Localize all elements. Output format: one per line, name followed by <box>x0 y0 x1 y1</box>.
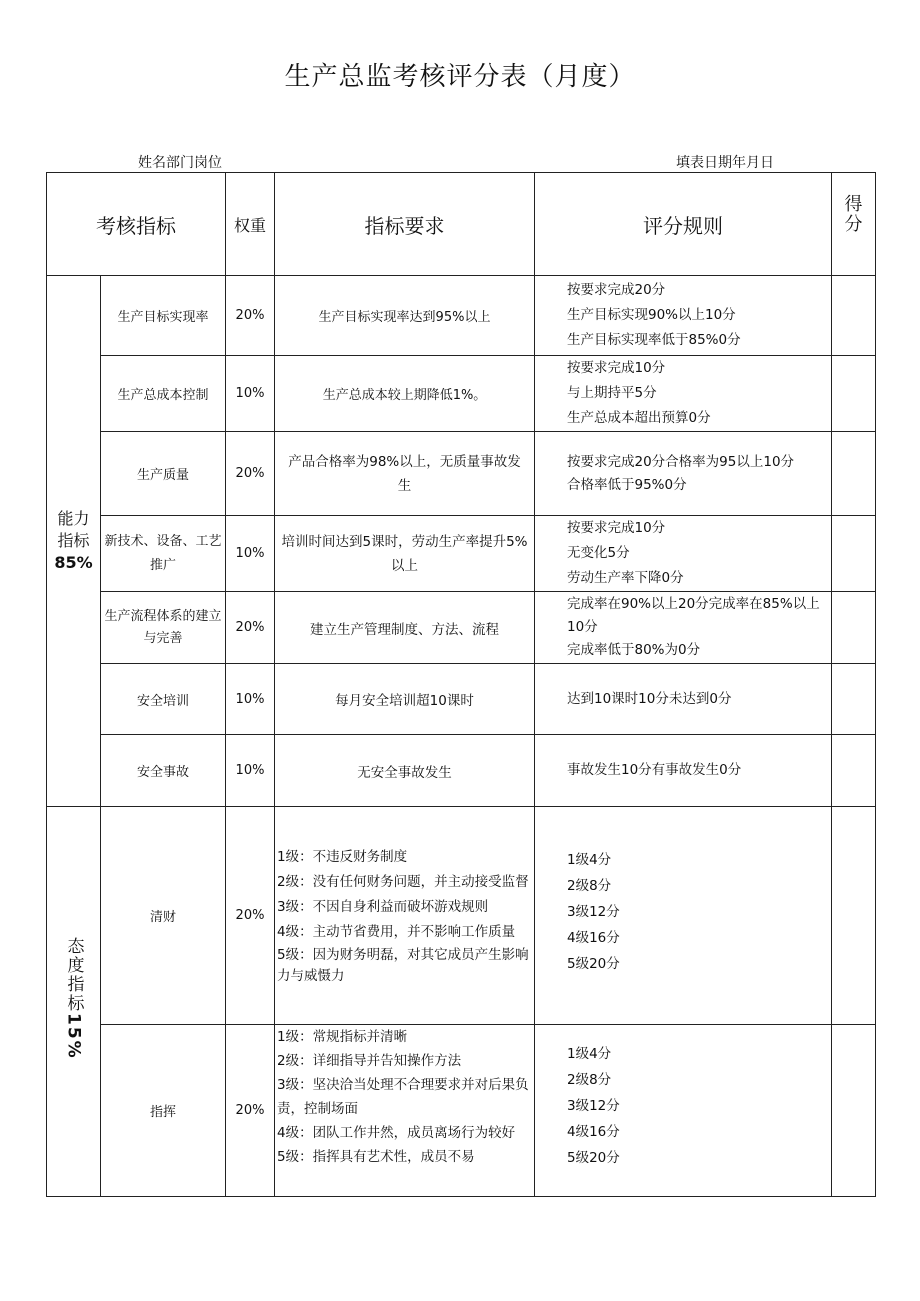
assessment-table <box>46 172 876 1197</box>
name-dept-position-label: 姓名部门岗位 <box>138 155 222 171</box>
row-rules <box>535 1025 832 1197</box>
rule-line: 4级16分 <box>567 930 620 946</box>
row-name: 生产质量 <box>101 432 226 516</box>
row-rules <box>535 432 832 516</box>
row-requirement <box>275 1025 535 1197</box>
req-line: 2级：没有任何财务问题，并主动接受监督 <box>277 873 529 890</box>
table-row <box>47 276 876 356</box>
header-score <box>832 173 876 276</box>
score-cell[interactable] <box>832 356 876 432</box>
category-attitude-name: 态度指标 <box>63 937 84 1014</box>
table-header-row <box>47 173 876 276</box>
req-line: 3级：不因自身利益而破坏游戏规则 <box>277 898 489 915</box>
req-line: 4级：主动节省费用，并不影响工作质量 <box>277 923 516 940</box>
table-row <box>47 735 876 807</box>
score-cell[interactable] <box>832 276 876 356</box>
row-name-text: 新技术、设备、工艺推广 <box>104 533 222 573</box>
rule-line: 与上期持平5分 <box>567 385 657 401</box>
row-name: 安全事故 <box>101 735 226 807</box>
row-weight: 20% <box>226 276 275 356</box>
row-weight: 10% <box>226 516 275 592</box>
rule-line: 生产总成本超出预算0分 <box>567 410 711 426</box>
category-attitude <box>47 807 101 1197</box>
rule-line: 4级16分 <box>567 1124 620 1140</box>
row-name: 生产目标实现率 <box>101 276 226 356</box>
row-rules <box>535 664 832 735</box>
table-row <box>47 516 876 592</box>
row-name <box>101 592 226 664</box>
table-row <box>47 807 876 1025</box>
category-ability-pct: 85% <box>54 553 93 572</box>
table-row <box>47 1025 876 1197</box>
score-cell[interactable] <box>832 516 876 592</box>
rule-line: 生产目标实现率低于85%0分 <box>567 332 741 348</box>
table-row <box>47 432 876 516</box>
row-requirement <box>275 807 535 1025</box>
fill-date-label: 填表日期年月日 <box>676 155 774 171</box>
req-line: 5级：指挥具有艺术性，成员不易 <box>277 1149 475 1165</box>
row-name-text: 生产流程体系的建立与完善 <box>104 608 222 646</box>
rule-line: 事故发生10分有事故发生0分 <box>567 762 742 778</box>
rule-line: 劳动生产率下降0分 <box>567 570 684 586</box>
row-weight: 20% <box>226 432 275 516</box>
header-score-text: 得分 <box>844 194 863 235</box>
row-requirement: 建立生产管理制度、方法、流程 <box>275 592 535 664</box>
row-rules <box>535 592 832 664</box>
row-rules <box>535 276 832 356</box>
rule-line: 按要求完成20分合格率为95以上10分 <box>567 453 795 470</box>
rule-line: 合格率低于95%0分 <box>567 476 687 493</box>
row-rules <box>535 735 832 807</box>
req-line: 1级：常规指标并清晰 <box>277 1029 408 1045</box>
req-line: 1级：不违反财务制度 <box>277 848 408 865</box>
rule-line: 5级20分 <box>567 1150 620 1166</box>
rule-line: 1级4分 <box>567 852 612 868</box>
page-title: 生产总监考核评分表（月度） <box>284 62 636 92</box>
header-indicator: 考核指标 <box>47 173 226 276</box>
category-attitude-label <box>63 937 85 1060</box>
rule-line: 1级4分 <box>567 1046 612 1062</box>
row-rules <box>535 516 832 592</box>
header-requirement: 指标要求 <box>275 173 535 276</box>
rule-line: 2级8分 <box>567 1072 612 1088</box>
table-row <box>47 592 876 664</box>
row-rules <box>535 807 832 1025</box>
req-line: 4级：团队工作井然，成员离场行为较好 <box>277 1125 516 1141</box>
row-name: 指挥 <box>101 1025 226 1197</box>
row-requirement-text: 培训时间达到5课时，劳动生产率提升5%以上 <box>281 533 528 574</box>
row-requirement: 生产目标实现率达到95%以上 <box>275 276 535 356</box>
score-cell[interactable] <box>832 592 876 664</box>
row-requirement: 每月安全培训超10课时 <box>275 664 535 735</box>
row-name: 清财 <box>101 807 226 1025</box>
rule-line: 完成率在90%以上20分完成率在85%以上10分 <box>567 596 820 635</box>
score-cell[interactable] <box>832 807 876 1025</box>
rule-line: 生产目标实现90%以上10分 <box>567 307 736 323</box>
req-line: 3级：坚决洽当处理不合理要求并对后果负责，控制场面 <box>277 1077 529 1117</box>
rule-line: 按要求完成20分 <box>567 282 666 298</box>
row-name: 安全培训 <box>101 664 226 735</box>
row-weight: 10% <box>226 356 275 432</box>
score-cell[interactable] <box>832 1025 876 1197</box>
row-requirement-text: 产品合格率为98%以上，无质量事故发生 <box>288 453 521 494</box>
table-row <box>47 664 876 735</box>
row-requirement: 生产总成本较上期降低1%。 <box>275 356 535 432</box>
category-ability <box>47 276 101 807</box>
row-name <box>101 516 226 592</box>
rule-line: 达到10课时10分未达到0分 <box>567 690 732 707</box>
row-rules <box>535 356 832 432</box>
row-requirement <box>275 432 535 516</box>
header-weight: 权重 <box>226 173 275 276</box>
rule-line: 5级20分 <box>567 956 620 972</box>
score-cell[interactable] <box>832 432 876 516</box>
rule-line: 3级12分 <box>567 1098 620 1114</box>
rule-line: 按要求完成10分 <box>567 360 666 376</box>
rule-line: 无变化5分 <box>567 545 630 561</box>
category-attitude-pct: 15% <box>63 1013 84 1060</box>
rule-line: 2级8分 <box>567 878 612 894</box>
row-requirement <box>275 516 535 592</box>
req-line: 5级：因为财务明磊，对其它成员产生影响力与威慑力 <box>277 946 529 984</box>
row-weight: 20% <box>226 807 275 1025</box>
score-cell[interactable] <box>832 664 876 735</box>
score-cell[interactable] <box>832 735 876 807</box>
row-name: 生产总成本控制 <box>101 356 226 432</box>
rule-line: 按要求完成10分 <box>567 520 666 536</box>
row-requirement: 无安全事故发生 <box>275 735 535 807</box>
row-weight: 20% <box>226 592 275 664</box>
rule-line: 完成率低于80%为0分 <box>567 642 701 658</box>
category-ability-name: 能力指标 <box>57 509 90 550</box>
req-line: 2级：详细指导并告知操作方法 <box>277 1053 462 1069</box>
rule-line: 3级12分 <box>567 904 620 920</box>
row-weight: 10% <box>226 664 275 735</box>
table-row <box>47 356 876 432</box>
row-weight: 20% <box>226 1025 275 1197</box>
header-rules: 评分规则 <box>535 173 832 276</box>
row-weight: 10% <box>226 735 275 807</box>
